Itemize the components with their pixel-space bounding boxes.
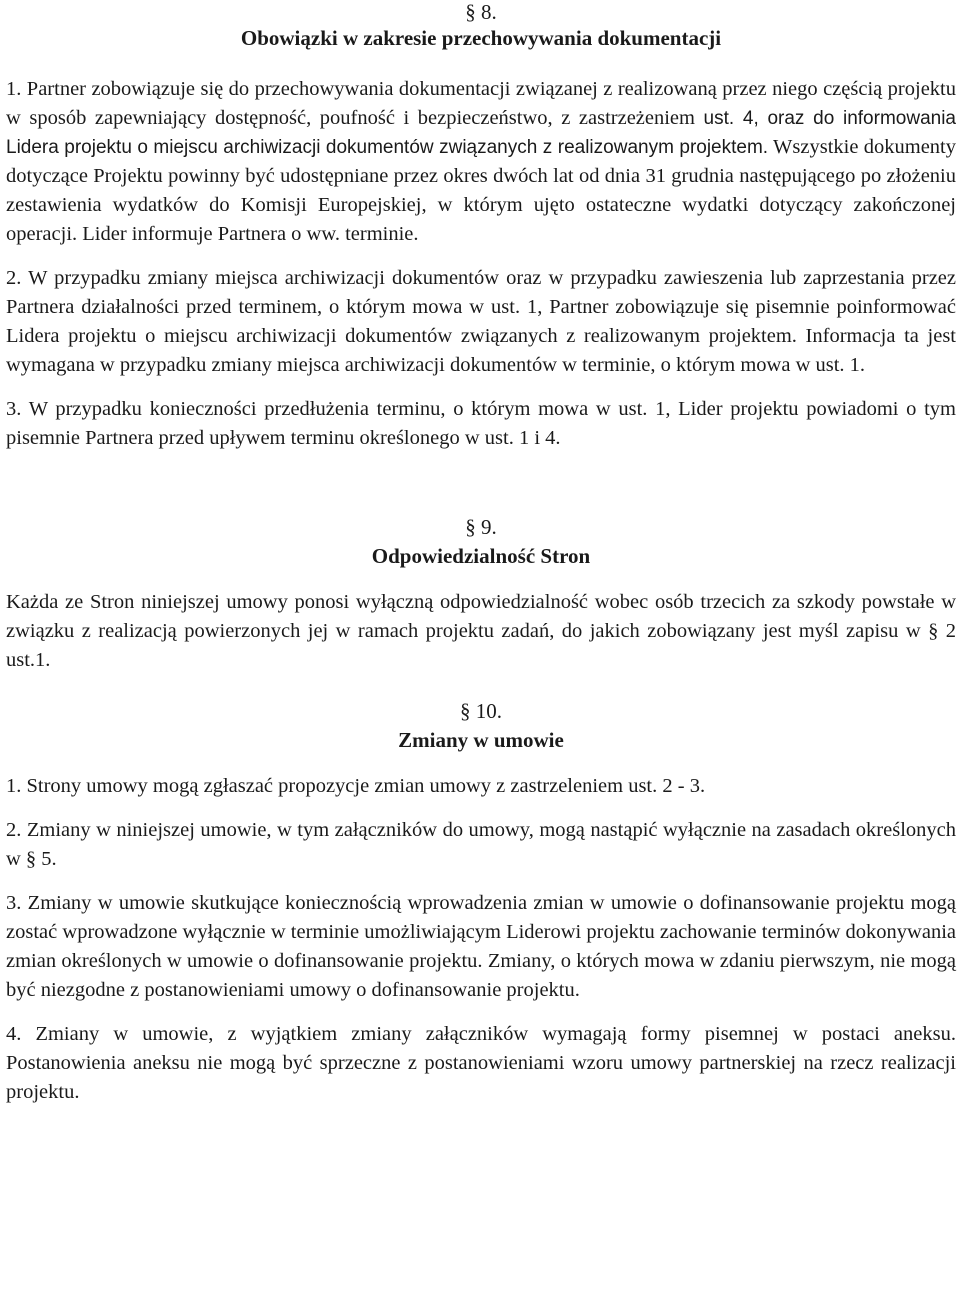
section-8-paragraph-1-part-a: 1. Partner zobowiązuje się do przechowywania dokumentacji związanej z realizowaną przez niego częścią projektu w sposób zapewniający dostępność, poufność i bezpieczeństwo, z zastrzeżeniem — [6, 78, 956, 129]
section-9-title: Odpowiedzialność Stron — [371, 544, 591, 568]
section-9-number: § 9. — [465, 515, 497, 539]
section-10-title: Zmiany w umowie — [398, 728, 564, 752]
section-10-paragraph-4: 4. Zmiany w umowie, z wyjątkiem zmiany załączników wymagają formy pisemnej w postaci aneksu. Postanowienia aneksu nie mogą być sprzeczne z postanowieniami wzoru umowy partnerskiej na rzecz realizacji projektu. — [6, 1023, 956, 1103]
section-10-paragraph-3: 3. Zmiany w umowie skutkujące koniecznością wprowadzenia zmian w umowie o dofinansowanie projektu mogą zostać wprowadzone wyłącznie w terminie umożliwiającym Liderowi projektu zachowanie terminów dokonywania zmian określonych w umowie o dofinansowanie projektu. Zmiany, o których mowa w zdaniu pierwszym, nie mogą być niezgodne z postanowieniami umowy o dofinansowanie projektu. — [6, 892, 956, 1001]
document-page — [6, 0, 956, 1107]
section-8-title: Obowiązki w zakresie przechowywania dokumentacji — [240, 26, 722, 50]
section-10-paragraph-1: 1. Strony umowy mogą zgłaszać propozycje zmian umowy z zastrzeleniem ust. 2 - 3. — [6, 775, 706, 797]
section-9-paragraph-1: Każda ze Stron niniejszej umowy ponosi wyłączną odpowiedzialność wobec osób trzecich za szkody powstałe w związku z realizacją powierzonych jej w ramach projektu zadań, do jakich zobowiązany jest myśl zapisu w § 2 ust.1. — [6, 591, 956, 671]
section-8-paragraph-1 — [6, 75, 956, 249]
section-8-number: § 8. — [465, 0, 497, 24]
section-8-paragraph-1-part-c: Wszystkie dokumenty dotyczące Projektu powinny być udostępniane przez okres dwóch lat od dnia 31 grudnia następującego po złożeniu zestawienia wydatków do Komisji Europejskiej, w którym ujęto ostateczne wydatki dotyczący zakończonej operacji. Lider informuje Partnera o ww. terminie. — [6, 136, 956, 245]
section-8-paragraph-2: 2. W przypadku zmiany miejsca archiwizacji dokumentów oraz w przypadku zawieszenia lub zaprzestania przez Partnera działalności przed terminem, o którym mowa w ust. 1, Partner zobowiązuje się pisemnie poinformować Lidera projektu o miejscu archiwizacji dokumentów związanych z realizowanym projektem. Informacja ta jest wymagana w przypadku zmiany miejsca archiwizacji dokumentów w terminie, o którym mowa w ust. 1. — [6, 267, 956, 376]
section-10-number: § 10. — [460, 699, 502, 723]
section-8-paragraph-3: 3. W przypadku konieczności przedłużenia terminu, o którym mowa w ust. 1, Lider projektu powiadomi o tym pisemnie Partnera przed upływem terminu określonego w ust. 1 i 4. — [6, 398, 956, 449]
section-8-paragraph-1-part-b: ust. 4, oraz do informowania Lidera projektu o miejscu archiwizacji dokumentów związanych z realizowanym projektem. — [6, 108, 956, 158]
section-10-paragraph-2: 2. Zmiany w niniejszej umowie, w tym załączników do umowy, mogą nastąpić wyłącznie na zasadach określonych w § 5. — [6, 819, 956, 870]
